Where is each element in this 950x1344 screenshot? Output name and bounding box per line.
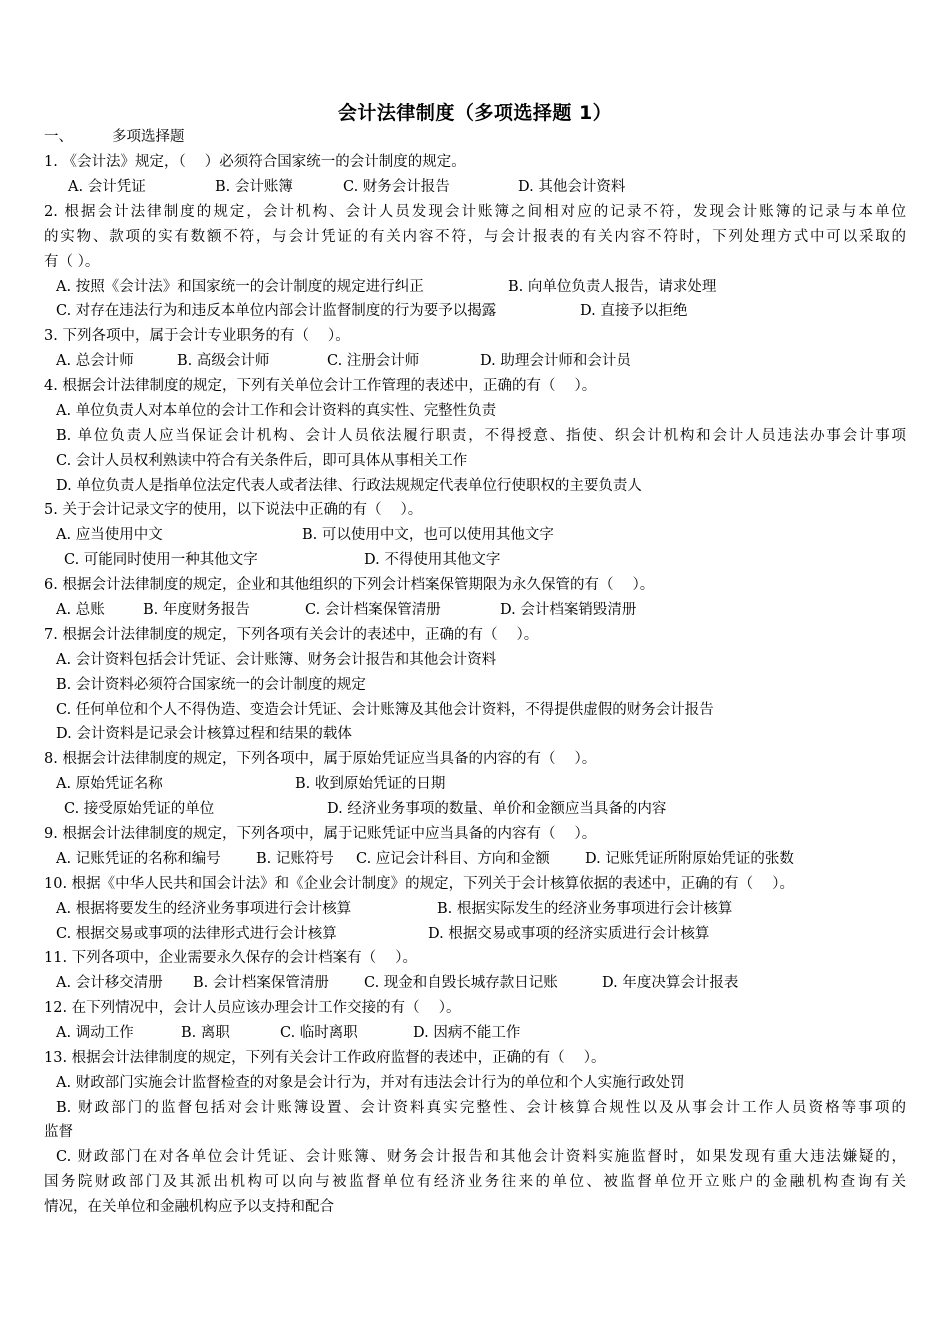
q4-option-c: C. 会计人员权利熟读中符合有关条件后，即可具体从事相关工作 [56, 453, 468, 469]
q5-option-b: B. 可以使用中文，也可以使用其他文字 [302, 527, 554, 543]
q1-option-d: D. 其他会计资料 [518, 179, 626, 195]
q12-option-d: D. 因病不能工作 [413, 1025, 521, 1041]
q8-option-c: C. 接受原始凭证的单位 [64, 801, 215, 817]
q13-option-c-line-1: C. 财政部门在对各单位会计凭证、会计账簿、财务会计报告和其他会计资料实施监督时，如果发现有重大违法嫌疑的， [56, 1149, 906, 1165]
q10-option-c: C. 根据交易或事项的法律形式进行会计核算 [56, 926, 337, 942]
question-12-stem: 12. 在下列情况中，会计人员应该办理会计工作交接的有（ ）。 [44, 1000, 461, 1016]
q12-option-b: B. 离职 [181, 1025, 230, 1041]
question-9-stem: 9. 根据会计法律制度的规定，下列各项中，属于记账凭证中应当具备的内容有（ ）。 [44, 826, 597, 842]
q9-option-c: C. 应记会计科目、方向和金额 [356, 851, 550, 867]
q6-option-a: A. 总账 [56, 602, 105, 618]
question-5-stem: 5. 关于会计记录文字的使用，以下说法中正确的有（ ）。 [44, 502, 423, 518]
question-7-stem: 7. 根据会计法律制度的规定，下列各项有关会计的表述中，正确的有（ ）。 [44, 627, 539, 643]
q6-option-b: B. 年度财务报告 [143, 602, 250, 618]
q3-option-c: C. 注册会计师 [327, 353, 420, 369]
q4-option-a: A. 单位负责人对本单位的会计工作和会计资料的真实性、完整性负责 [56, 403, 497, 419]
question-2-stem-line-1: 2. 根据会计法律制度的规定，会计机构、会计人员发现会计账簿之间相对应的记录不符，发现会计账簿的记录与本单位 [44, 204, 906, 220]
q9-option-b: B. 记账符号 [256, 851, 334, 867]
q7-option-b: B. 会计资料必须符合国家统一的会计制度的规定 [56, 677, 366, 693]
q4-option-d: D. 单位负责人是指单位法定代表人或者法律、行政法规规定代表单位行使职权的主要负责人 [56, 478, 642, 494]
q3-option-d: D. 助理会计师和会计员 [480, 353, 631, 369]
q1-option-b: B. 会计账簿 [215, 179, 293, 195]
q1-option-c: C. 财务会计报告 [343, 179, 450, 195]
q2-option-c: C. 对存在违法行为和违反本单位内部会计监督制度的行为要予以揭露 [56, 303, 497, 319]
q11-option-c: C. 现金和自毁长城存款日记账 [364, 975, 558, 991]
q7-option-a: A. 会计资料包括会计凭证、会计账簿、财务会计报告和其他会计资料 [56, 652, 497, 668]
page-title: 会计法律制度（多项选择题 1） [337, 102, 613, 124]
q5-option-a: A. 应当使用中文 [56, 527, 163, 543]
q8-option-d: D. 经济业务事项的数量、单价和金额应当具备的内容 [327, 801, 667, 817]
q13-option-a: A. 财政部门实施会计监督检查的对象是会计行为，并对有违法会计行为的单位和个人实施行政处罚 [56, 1075, 685, 1091]
q4-option-b: B. 单位负责人应当保证会计机构、会计人员依法履行职责，不得授意、指使、织会计机构和会计人员违法办事会计事项 [56, 428, 906, 444]
question-13-stem: 13. 根据会计法律制度的规定，下列有关会计工作政府监督的表述中，正确的有（ ）。 [44, 1050, 606, 1066]
question-1-stem: 1. 《会计法》规定，（ ）必须符合国家统一的会计制度的规定。 [44, 154, 466, 170]
question-2-stem-line-2: 的实物、款项的实有数额不符，与会计凭证的有关内容不符，与会计报表的有关内容不符时，下列处理方式中可以采取的 [44, 229, 906, 245]
q8-option-a: A. 原始凭证名称 [56, 776, 163, 792]
q6-option-c: C. 会计档案保管清册 [305, 602, 441, 618]
question-4-stem: 4. 根据会计法律制度的规定，下列有关单位会计工作管理的表述中，正确的有（ ）。 [44, 378, 597, 394]
q10-option-d: D. 根据交易或事项的经济实质进行会计核算 [428, 926, 710, 942]
q9-option-d: D. 记账凭证所附原始凭证的张数 [585, 851, 794, 867]
q5-option-c: C. 可能同时使用一种其他文字 [64, 552, 258, 568]
q11-option-b: B. 会计档案保管清册 [193, 975, 329, 991]
q1-option-a: A. 会计凭证 [68, 179, 146, 195]
q9-option-a: A. 记账凭证的名称和编号 [56, 851, 221, 867]
question-3-stem: 3. 下列各项中，属于会计专业职务的有（ ）。 [44, 328, 350, 344]
question-2-stem-line-3: 有（ ）。 [44, 254, 100, 270]
q3-option-a: A. 总会计师 [56, 353, 134, 369]
q13-option-b-line-1: B. 财政部门的监督包括对会计账簿设置、会计资料真实完整性、会计核算合规性以及从事会计工作人员资格等事项的 [56, 1100, 906, 1116]
q11-option-d: D. 年度决算会计报表 [602, 975, 739, 991]
q10-option-a: A. 根据将要发生的经济业务事项进行会计核算 [56, 901, 352, 917]
section-heading: 多项选择题 [112, 129, 185, 145]
q8-option-b: B. 收到原始凭证的日期 [295, 776, 446, 792]
q3-option-b: B. 高级会计师 [177, 353, 270, 369]
question-8-stem: 8. 根据会计法律制度的规定，下列各项中，属于原始凭证应当具备的内容的有（ ）。 [44, 751, 597, 767]
q13-option-b-line-2: 监督 [44, 1124, 73, 1140]
section-number: 一、 [44, 129, 73, 145]
q2-option-b: B. 向单位负责人报告，请求处理 [508, 279, 717, 295]
q13-option-c-line-3: 情况，在关单位和金融机构应予以支持和配合 [44, 1199, 334, 1215]
q6-option-d: D. 会计档案销毁清册 [500, 602, 637, 618]
q7-option-d: D. 会计资料是记录会计核算过程和结果的载体 [56, 726, 352, 742]
question-11-stem: 11. 下列各项中，企业需要永久保存的会计档案有（ ）。 [44, 950, 418, 966]
q5-option-d: D. 不得使用其他文字 [364, 552, 501, 568]
q12-option-c: C. 临时离职 [280, 1025, 358, 1041]
q2-option-d: D. 直接予以拒绝 [580, 303, 688, 319]
q10-option-b: B. 根据实际发生的经济业务事项进行会计核算 [437, 901, 733, 917]
q11-option-a: A. 会计移交清册 [56, 975, 163, 991]
q7-option-c: C. 任何单位和个人不得伪造、变造会计凭证、会计账簿及其他会计资料，不得提供虚假的财务会计报告 [56, 702, 714, 718]
question-6-stem: 6. 根据会计法律制度的规定，企业和其他组织的下列会计档案保管期限为永久保管的有（ ）。 [44, 577, 655, 593]
q12-option-a: A. 调动工作 [56, 1025, 134, 1041]
q2-option-a: A. 按照《会计法》和国家统一的会计制度的规定进行纠正 [56, 279, 424, 295]
q13-option-c-line-2: 国务院财政部门及其派出机构可以向与被监督单位有经济业务往来的单位、被监督单位开立账户的金融机构查询有关 [44, 1174, 906, 1190]
question-10-stem: 10. 根据《中华人民共和国会计法》和《企业会计制度》的规定，下列关于会计核算依据的表述中，正确的有（ ）。 [44, 876, 795, 892]
